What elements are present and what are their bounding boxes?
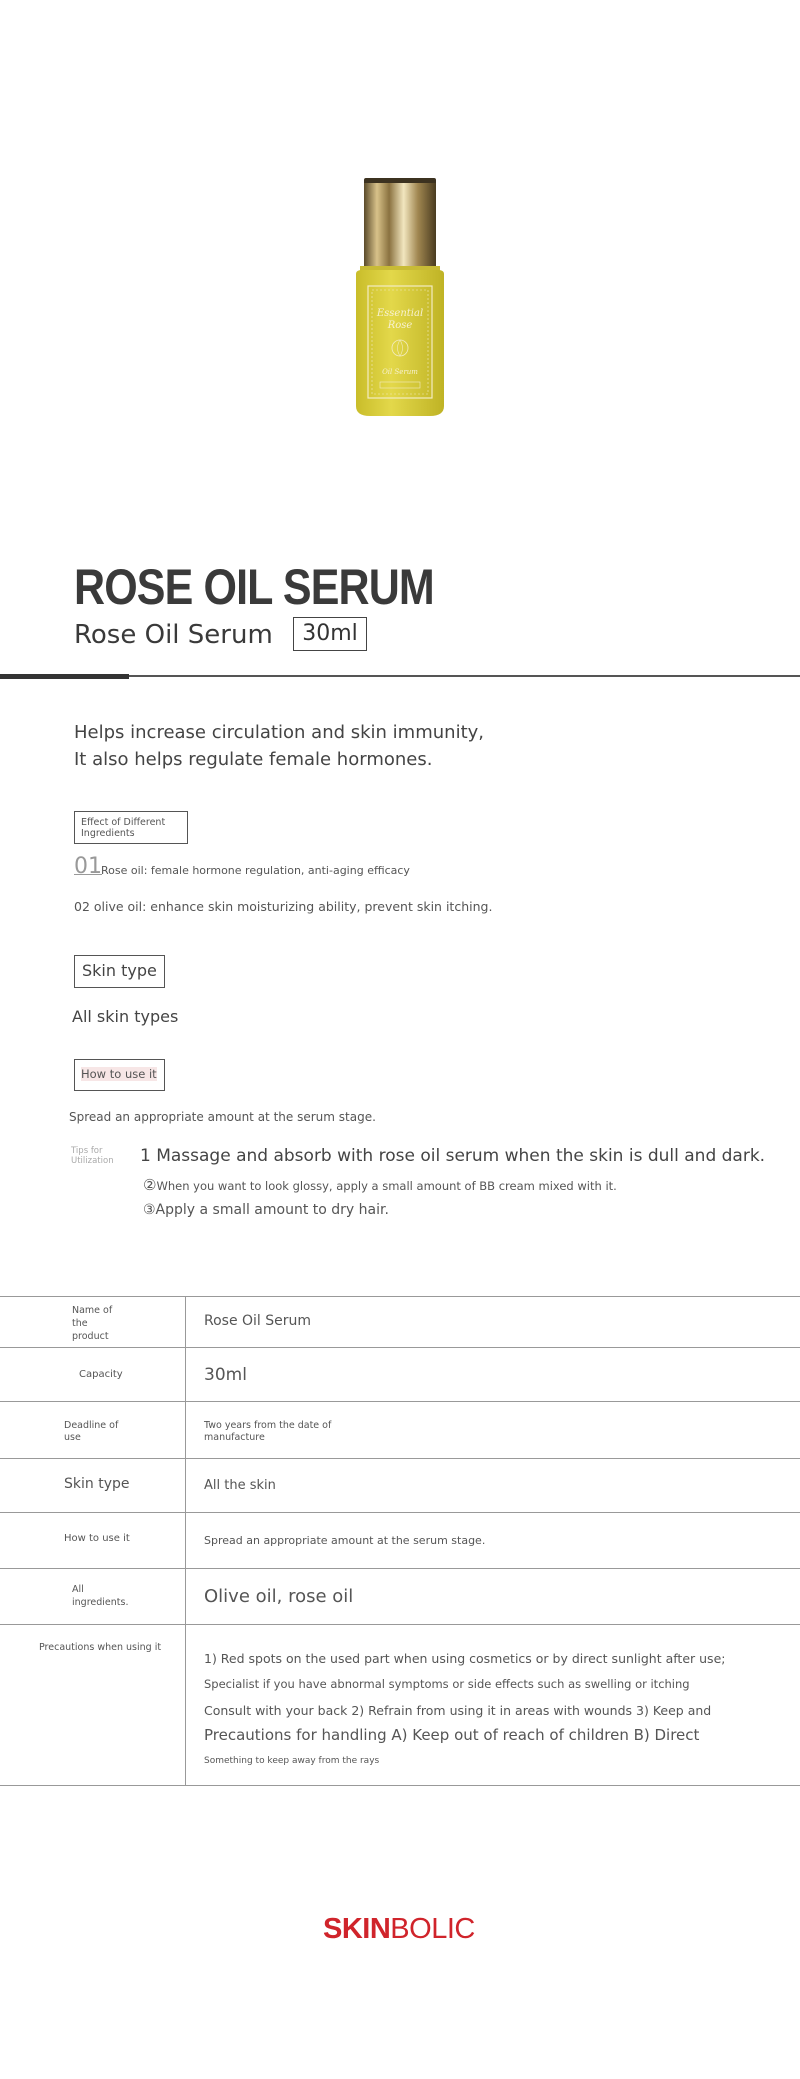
tip-1: 1 Massage and absorb with rose oil serum when the skin is dull and dark. bbox=[140, 1146, 766, 1166]
ingredients-label-line2: Ingredients bbox=[81, 828, 135, 839]
tips-label bbox=[71, 1146, 114, 1166]
how-to-use-label-text: How to use it bbox=[81, 1067, 157, 1081]
table-value-how-to-use: Spread an appropriate amount at the serum stage. bbox=[204, 1534, 486, 1547]
tips-label-line2: Utilization bbox=[71, 1156, 114, 1166]
how-to-use-label bbox=[74, 1059, 165, 1091]
table-value-precautions-4: Precautions for handling A) Keep out of reach of children B) Direct bbox=[204, 1726, 700, 1744]
ingredients-label-line1: Effect of Different bbox=[81, 817, 166, 828]
table-label-deadline: Deadline of use bbox=[0, 1402, 186, 1458]
table-row-capacity bbox=[0, 1347, 800, 1401]
tip-3: ③Apply a small amount to dry hair. bbox=[143, 1202, 389, 1218]
table-label-ingredients: All ingredients. bbox=[0, 1569, 186, 1624]
bottle-label-line3: Oil Serum bbox=[382, 368, 418, 376]
bottle-label-line2: Rose bbox=[387, 320, 413, 331]
tip-2 bbox=[143, 1176, 617, 1194]
table-row-name bbox=[0, 1296, 800, 1347]
page-title: ROSE OIL SERUM bbox=[74, 559, 434, 615]
ingredients-section-label bbox=[74, 811, 188, 844]
table-label-how-to-use: How to use it bbox=[0, 1513, 186, 1568]
volume-badge: 30ml bbox=[293, 617, 367, 651]
table-value-deadline: Two years from the date of manufacture bbox=[204, 1420, 332, 1443]
ingredient-item-2: 02 olive oil: enhance skin moisturizing ability, prevent skin itching. bbox=[74, 899, 493, 914]
table-row-deadline bbox=[0, 1401, 800, 1458]
table-value-precautions-5: Something to keep away from the rays bbox=[204, 1756, 380, 1766]
table-label-capacity: Capacity bbox=[0, 1348, 186, 1401]
skin-type-text: All skin types bbox=[72, 1007, 179, 1026]
brand-logo bbox=[323, 1913, 475, 1946]
bottle-label-line1: Essential bbox=[376, 308, 424, 319]
skin-type-label: Skin type bbox=[74, 955, 165, 988]
page-subtitle: Rose Oil Serum bbox=[74, 620, 273, 650]
brand-logo-part2: BOLIC bbox=[390, 1913, 475, 1945]
table-label-name: Name of the product bbox=[0, 1297, 186, 1347]
intro-line-2: It also helps regulate female hormones. bbox=[74, 749, 433, 770]
table-label-precautions: Precautions when using it bbox=[0, 1625, 186, 1785]
table-value-name: Rose Oil Serum bbox=[204, 1313, 312, 1329]
brand-logo-part1: SKIN bbox=[323, 1913, 391, 1945]
divider-accent bbox=[0, 674, 129, 679]
table-row-precautions bbox=[0, 1624, 800, 1785]
table-value-precautions-2: Specialist if you have abnormal symptoms or side effects such as swelling or itching bbox=[204, 1677, 690, 1691]
tip-2-text: When you want to look glossy, apply a small amount of BB cream mixed with it. bbox=[156, 1179, 617, 1193]
table-value-precautions-3: Consult with your back 2) Refrain from using it in areas with wounds 3) Keep and bbox=[204, 1703, 712, 1718]
table-value-ingredients: Olive oil, rose oil bbox=[204, 1586, 354, 1607]
table-value-capacity: 30ml bbox=[204, 1365, 247, 1385]
table-row-how-to-use bbox=[0, 1512, 800, 1568]
table-bottom-border bbox=[0, 1785, 800, 1786]
how-to-use-text: Spread an appropriate amount at the serum stage. bbox=[69, 1110, 376, 1124]
tip-2-marker: ② bbox=[143, 1176, 157, 1194]
product-image bbox=[350, 178, 450, 416]
table-row-skin-type bbox=[0, 1458, 800, 1512]
table-value-precautions-1: 1) Red spots on the used part when using cosmetics or by direct sunlight after use; bbox=[204, 1651, 726, 1666]
tips-label-line1: Tips for bbox=[71, 1146, 103, 1156]
table-label-skin-type: Skin type bbox=[0, 1459, 186, 1512]
intro-line-1: Helps increase circulation and skin immunity, bbox=[74, 722, 485, 743]
ingredient-item-1: Rose oil: female hormone regulation, anti-aging efficacy bbox=[101, 864, 410, 877]
table-row-ingredients bbox=[0, 1568, 800, 1624]
ingredient-number: 01 bbox=[74, 854, 102, 879]
table-value-skin-type: All the skin bbox=[204, 1478, 276, 1493]
